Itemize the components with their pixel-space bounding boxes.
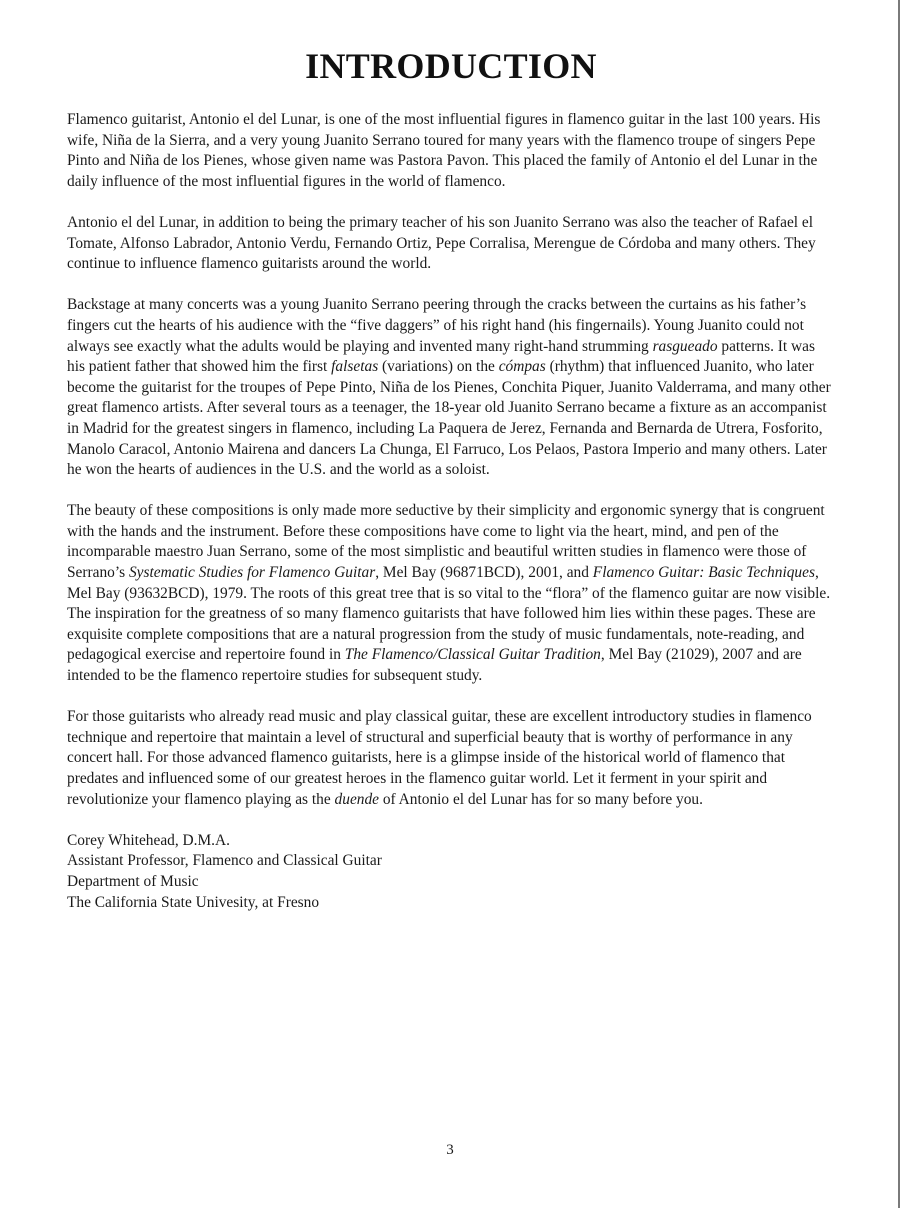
italic-term: The Flamenco/Classical Guitar Tradition [344, 646, 601, 664]
signature-institution: The California State Univesity, at Fresno [67, 893, 320, 911]
italic-term: rasgueado [652, 337, 718, 355]
intro-paragraph-3 [67, 295, 835, 480]
text-run: (rhythm) that influenced Juanito, who later become the guitarist for the troupes of Pepe Pinto, Niña de los Pienes, Conchita Piquer, Juanito Valderrama, and many other great flamenco artists. After several tours as a teenager, the 18-year old Juanito Serrano became a fixture as an accompanist in Madrid for the greatest singers in flamenco, including La Paquera de Jerez, Fernanda and Bernarda de Utrera, Fosforito, Manolo Caracol, Antonio Mairena and dancers La Chunga, El Farruco, Los Pelaos, Pastora Imperio and many others. Later he won the hearts of audiences in the U.S. and the world as a soloist. [67, 358, 831, 479]
page-title: INTRODUCTION [305, 46, 597, 86]
text-run: of Antonio el del Lunar has for so many before you. [379, 790, 703, 808]
italic-term: Flamenco Guitar: Basic Techniques [592, 564, 815, 582]
text-run: (variations) on the [378, 358, 499, 376]
signature-block [67, 831, 835, 913]
text-run: Antonio el del Lunar, in addition to being the primary teacher of his son Juanito Serrano was also the teacher of Rafael el Tomate, Alfonso Labrador, Antonio Verdu, Fernando Ortiz, Pepe Corralisa, Merengue de Córdoba and many others. They continue to influence flamenco guitarists around the world. [67, 213, 816, 273]
text-run: , Mel Bay (21029), 2007 and are intended to be the flamenco repertoire studies for subsequent study. [67, 646, 802, 685]
signature-department: Department of Music [67, 872, 199, 890]
text-run: Flamenco guitarist, Antonio el del Lunar, is one of the most influential figures in flamenco guitar in the last 100 years. His wife, Niña de la Sierra, and a very young Juanito Serrano toured for many years with the flamenco troupe of singers Pepe Pinto and Niña de los Pienes, whose given name was Pastora Pavon. This placed the family of Antonio el del Lunar in the daily influence of the most influential figures in the world of flamenco. [67, 111, 821, 190]
intro-paragraph-1 [67, 110, 835, 192]
signature-position: Assistant Professor, Flamenco and Classical Guitar [67, 852, 382, 870]
text-run: , Mel Bay (96871BCD), 2001, and [375, 564, 593, 582]
intro-paragraph-2 [67, 213, 835, 275]
signature-name: Corey Whitehead, D.M.A. [67, 831, 230, 849]
text-run: , Mel Bay (93632BCD), 1979. The roots of this great tree that is so vital to the “flora” of the flamenco guitar are now visible. The inspiration for the greatness of so many flamenco guitarists that have followed him lies within these pages. These are exquisite complete compositions that are a natural progression from the study of music fundamentals, note-reading, and pedagogical exercise and repertoire found in [67, 564, 831, 664]
intro-paragraph-4 [67, 501, 835, 686]
italic-term: cómpas [498, 358, 546, 376]
italic-term: duende [334, 790, 379, 808]
intro-paragraph-5 [67, 707, 835, 810]
text-run: The beauty of these compositions is only made more seductive by their simplicity and ergonomic synergy that is congruent with the hands and the instrument. Before these compositions have come to light via the heart, mind, and pen of the incomparable maestro Juan Serrano, some of the most simplistic and beautiful written studies in flamenco were those of Serrano’s [67, 502, 825, 582]
italic-term: falsetas [331, 358, 379, 376]
page-number: 3 [446, 1142, 454, 1158]
text-run: For those guitarists who already read music and play classical guitar, these are excellent introductory studies in flamenco technique and repertoire that maintain a level of structural and superficial beauty that is worthy of performance in any concert hall. For those advanced flamenco guitarists, here is a glimpse inside of the historical world of flamenco that predates and influenced some of our greatest heroes in the flamenco guitar world. Let it ferment in your spirit and revolutionize your flamenco playing as the [67, 708, 812, 808]
text-run: Backstage at many concerts was a young Juanito Serrano peering through the cracks between the curtains as his father’s fingers cut the hearts of his audience with the “five daggers” of his right hand (his fingernails). Young Juanito could not always see exactly what the adults would be playing and invented many right-hand strumming [67, 296, 807, 355]
text-run: patterns. It was his patient father that showed him the first [67, 337, 815, 376]
document-page [67, 0, 835, 913]
italic-term: Systematic Studies for Flamenco Guitar [128, 564, 376, 582]
